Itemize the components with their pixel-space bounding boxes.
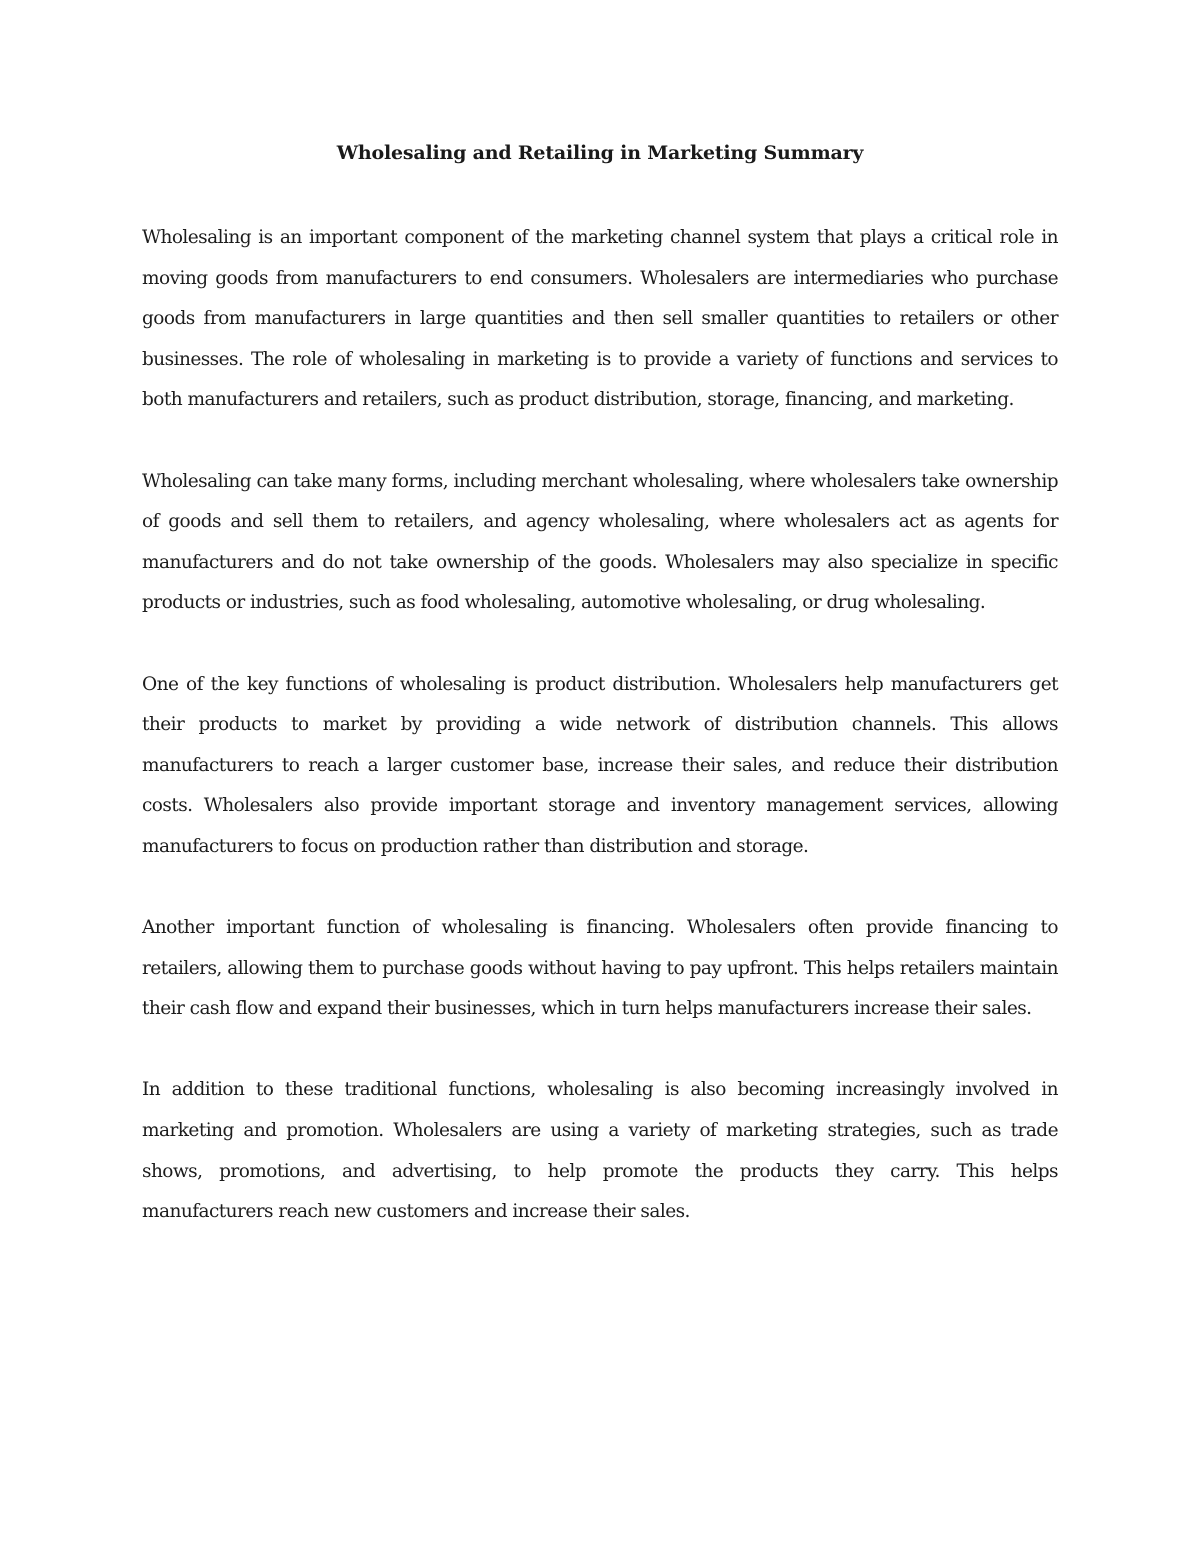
paragraph-2: Wholesaling can take many forms, including merchant wholesaling, where wholesalers take ownership of goods and sell them to retailers, and agency wholesaling, where wholesalers act as agents for manufacturers and do not take ownership of the goods. Wholesalers may also specialize in specific products or industries, such as food wholesaling, automotive wholesaling, or drug wholesaling. <box>142 470 1058 614</box>
document-body <box>142 218 1058 1273</box>
paragraph-4: Another important function of wholesaling is financing. Wholesalers often provide financing to retailers, allowing them to purchase goods without having to pay upfront. This helps retailers maintain their cash flow and expand their businesses, which in turn helps manufacturers increase their sales. <box>142 917 1058 1020</box>
paragraph-1: Wholesaling is an important component of the marketing channel system that plays a critical role in moving goods from manufacturers to end consumers. Wholesalers are intermediaries who purchase goods from manufacturers in large quantities and then sell smaller quantities to retailers or other businesses. The role of wholesaling in marketing is to provide a variety of functions and services to both manufacturers and retailers, such as product distribution, storage, financing, and marketing. <box>142 227 1058 411</box>
paragraph-3: One of the key functions of wholesaling is product distribution. Wholesalers help manufacturers get their products to market by providing a wide network of distribution channels. This allows manufacturers to reach a larger customer base, increase their sales, and reduce their distribution costs. Wholesalers also provide important storage and inventory management services, allowing manufacturers to focus on production rather than distribution and storage. <box>142 673 1058 857</box>
document-title: Wholesaling and Retailing in Marketing Summary <box>336 142 864 164</box>
paragraph-5: In addition to these traditional functions, wholesaling is also becoming increasingly involved in marketing and promotion. Wholesalers are using a variety of marketing strategies, such as trade shows, promotions, and advertising, to help promote the products they carry. This helps manufacturers reach new customers and increase their sales. <box>142 1079 1058 1223</box>
